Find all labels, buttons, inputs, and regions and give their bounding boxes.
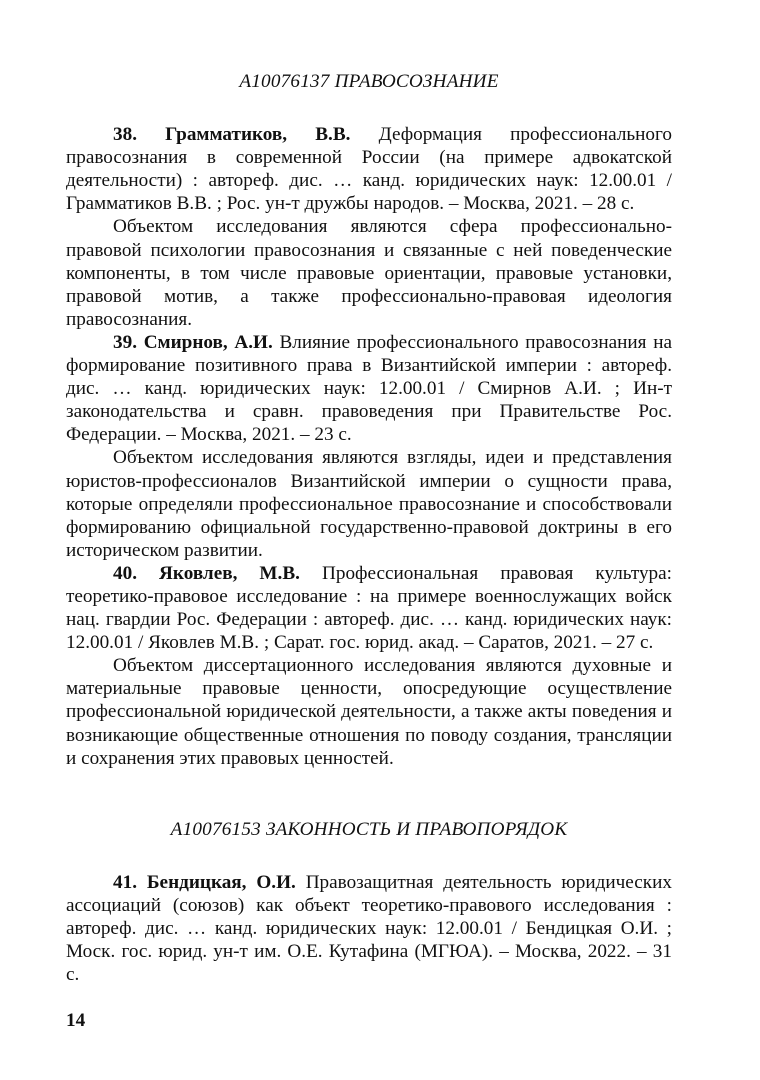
- entry-41-lead: 41. Бендицкая, О.И.: [113, 871, 296, 893]
- entry-41-citation: Правозащитная деятельность юридических ассоциаций (союзов) как объект теоретико-правового исследования : автореф. дис. … канд. юридических наук: 12.00.01 / Бендицкая О.И. ; Моск. гос. юрид. ун-т им. О.Е. Кутафина (МГЮА). – Москва, 2022. – 31 с.: [66, 871, 672, 986]
- entry-38-lead: 38. Грамматиков, В.В.: [113, 124, 351, 146]
- entry-40-abstract: Объектом диссертационного исследования являются духовные и материальные правовые ценности, опосредующие осуществление профессиональной юридической деятельности, а также акты поведения и возникающие общественные отношения по поводу создания, трансляции и сохранения этих правовых ценностей.: [66, 655, 672, 769]
- page-number: 14: [66, 1010, 86, 1031]
- section-heading-pravosoznanie: А10076137 ПРАВОСОЗНАНИЕ: [239, 71, 499, 92]
- entry-41: [66, 871, 672, 986]
- entry-39-abstract: Объектом исследования являются взгляды, идеи и представления юристов-профессионалов Византийской империи о сущности права, которые определяли профессиональное правосознание и способствовали формированию официальной государственно-правовой доктрины в его историческом развитии.: [66, 447, 672, 561]
- entry-38-citation: Деформация профессионального правосознания в современной России (на примере адвокатской деятельности) : автореф. дис. … канд. юридических наук: 12.00.01 / Грамматиков В.В. ; Рос. ун-т дружбы народов. – Москва, 2021. – 28 с.: [66, 124, 672, 215]
- entry-39: [66, 331, 672, 446]
- entry-40: [66, 562, 672, 654]
- entry-40-lead: 40. Яковлев, М.В.: [113, 562, 300, 584]
- entry-39-citation: Влияние профессионального правосознания на формирование позитивного права в Византийской империи : автореф. дис. … канд. юридических наук: 12.00.01 / Смирнов А.И. ; Ин-т законодательства и сравн. правоведения при Правительстве Рос. Федерации. – Москва, 2021. – 23 с.: [66, 331, 672, 446]
- entry-39-lead: 39. Смирнов, А.И.: [113, 331, 273, 353]
- entry-40-citation: Профессиональная правовая культура: теоретико-правовое исследование : на примере военнослужащих войск нац. гвардии Рос. Федерации : автореф. дис. … канд. юридических наук: 12.00.01 / Яковлев М.В. ; Сарат. гос. юрид. акад. – Саратов, 2021. – 27 с.: [66, 562, 672, 654]
- page-content: [66, 70, 672, 986]
- entry-38-abstract: Объектом исследования являются сфера профессионально-правовой психологии правосознания и связанные с ней поведенческие компоненты, в том числе правовые ориентации, правовые установки, правовой мотив, а также профессионально-правовая идеология правосознания.: [66, 216, 672, 330]
- section-heading-zakonnost: А10076153 ЗАКОННОСТЬ И ПРАВОПОРЯДОК: [170, 818, 568, 840]
- entry-38: [66, 123, 672, 215]
